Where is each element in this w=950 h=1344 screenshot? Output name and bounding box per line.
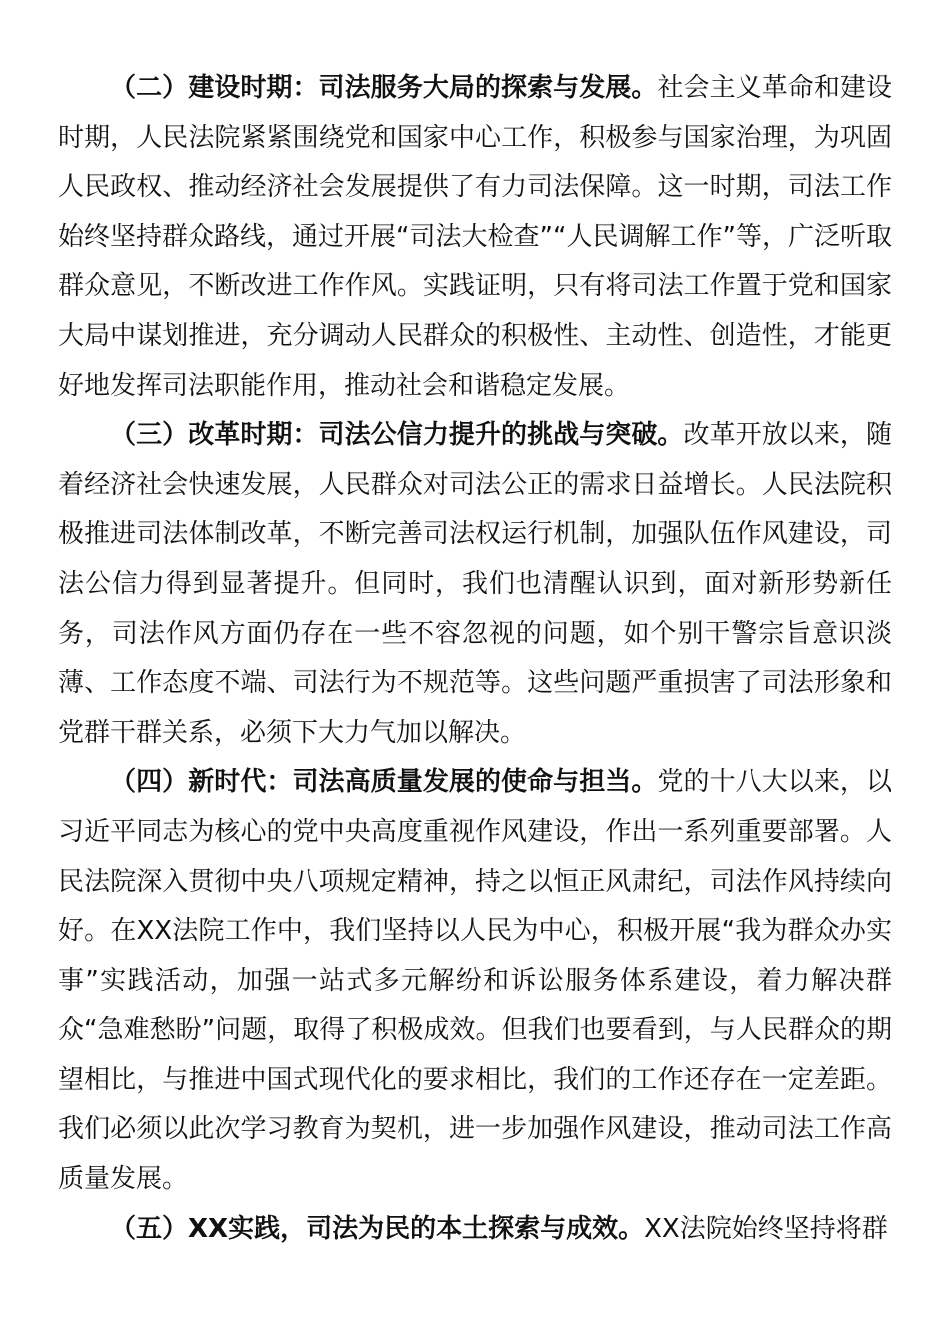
document-page bbox=[58, 64, 892, 1254]
section-paragraph-4 bbox=[58, 758, 892, 1204]
section-heading-5: （五）XX实践，司法为民的本土探索与成效。 bbox=[110, 1213, 645, 1244]
section-paragraph-2 bbox=[58, 64, 892, 411]
section-body-3: 改革开放以来，随着经济社会快速发展，人民群众对司法公正的需求日益增长。人民法院积极推进司法体制改革，不断完善司法权运行机制，加强队伍作风建设，司法公信力得到显著提升。但同时，我们也清醒认识到，面对新形势新任务，司法作风方面仍存在一些不容忽视的问题，如个别干警宗旨意识淡薄、工作态度不端、司法行为不规范等。这些问题严重损害了司法形象和党群干群关系，必须下大力气加以解决。 bbox=[58, 420, 892, 748]
section-heading-2: （二）建设时期：司法服务大局的探索与发展。 bbox=[110, 73, 658, 103]
section-paragraph-3 bbox=[58, 411, 892, 758]
section-body-5: XX法院始终坚持将群 bbox=[644, 1213, 888, 1244]
section-body-2: 社会主义革命和建设时期，人民法院紧紧围绕党和国家中心工作，积极参与国家治理，为巩固人民政权、推动经济社会发展提供了有力司法保障。这一时期，司法工作始终坚持群众路线，通过开展“司法大检查”“人民调解工作”等，广泛听取群众意见，不断改进工作作风。实践证明，只有将司法工作置于党和国家大局中谋划推进，充分调动人民群众的积极性、主动性、创造性，才能更好地发挥司法职能作用，推动社会和谐稳定发展。 bbox=[58, 73, 892, 401]
section-heading-4: （四）新时代：司法高质量发展的使命与担当。 bbox=[110, 767, 658, 798]
section-paragraph-5 bbox=[58, 1205, 892, 1255]
section-heading-3: （三）改革时期：司法公信力提升的挑战与突破。 bbox=[110, 420, 684, 451]
section-body-4: 党的十八大以来，以习近平同志为核心的党中央高度重视作风建设，作出一系列重要部署。人民法院深入贯彻中央八项规定精神，持之以恒正风肃纪，司法作风持续向好。在XX法院工作中，我们坚持以人民为中心，积极开展“我为群众办实事”实践活动，加强一站式多元解纷和诉讼服务体系建设，着力解决群众“急难愁盼”问题，取得了积极成效。但我们也要看到，与人民群众的期望相比，与推进中国式现代化的要求相比，我们的工作还存在一定差距。我们必须以此次学习教育为契机，进一步加强作风建设，推动司法工作高质量发展。 bbox=[58, 767, 892, 1195]
